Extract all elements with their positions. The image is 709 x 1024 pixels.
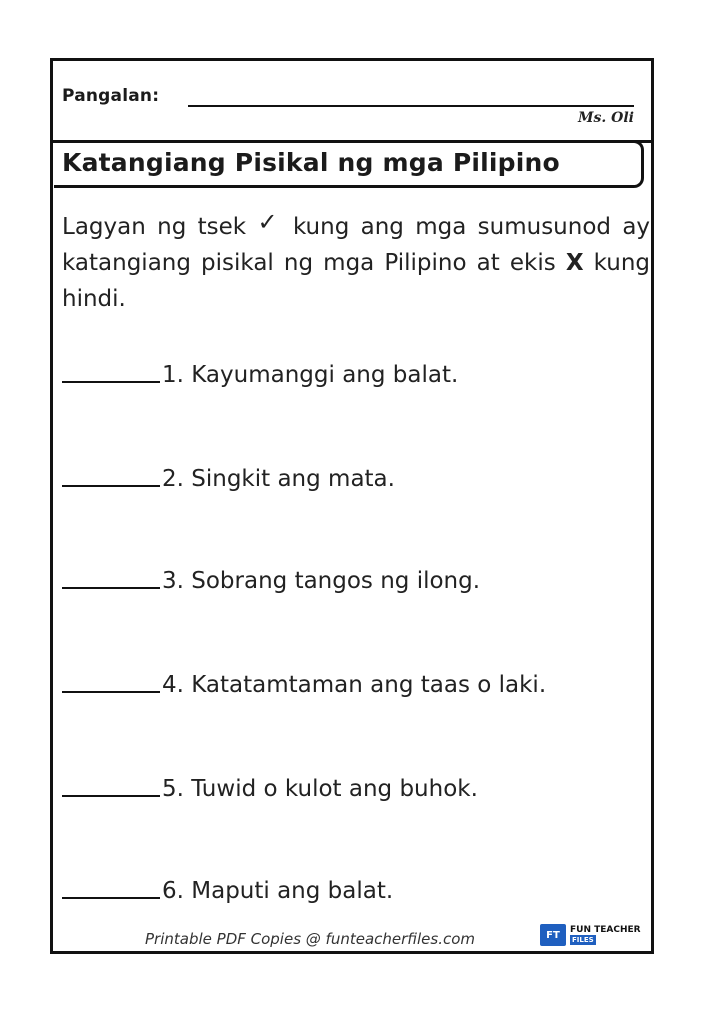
logo-line1: FUN TEACHER (570, 925, 641, 935)
worksheet-border (50, 58, 654, 954)
list-item (62, 466, 395, 492)
answer-blank[interactable] (62, 587, 160, 589)
name-label: Pangalan: (62, 86, 160, 106)
item-text: 3. Sobrang tangos ng ilong. (162, 568, 481, 594)
item-text: 6. Maputi ang balat. (162, 878, 394, 904)
name-row (62, 86, 159, 106)
item-text: 5. Tuwid o kulot ang buhok. (162, 776, 478, 802)
name-line (188, 105, 634, 107)
answer-blank[interactable] (62, 381, 160, 383)
answer-blank[interactable] (62, 897, 160, 899)
page-title: Katangiang Pisikal ng mga Pilipino (62, 148, 560, 177)
fun-teacher-files-logo (540, 924, 641, 946)
instructions-part2: kung ang mga sumusunod ay katangiang pisikal ng mga Pilipino at ekis (62, 214, 651, 276)
instructions-part3: kung hindi. (62, 250, 651, 312)
check-mark-icon: ✓ (257, 208, 282, 236)
answer-blank[interactable] (62, 485, 160, 487)
footer-text: Printable PDF Copies @ funteacherfiles.com (145, 930, 476, 948)
list-item (62, 362, 458, 388)
answer-blank[interactable] (62, 795, 160, 797)
item-text: 2. Singkit ang mata. (162, 466, 395, 492)
teacher-signature: Ms. Oli (578, 110, 634, 126)
instructions (62, 208, 650, 317)
list-item (62, 878, 393, 904)
list-item (62, 776, 478, 802)
logo-line2: FILES (572, 936, 594, 944)
instructions-part1: Lagyan ng tsek (62, 214, 247, 240)
item-text: 4. Katatamtaman ang taas o laki. (162, 672, 547, 698)
x-mark-icon: X (565, 250, 584, 276)
item-text: 1. Kayumanggi ang balat. (162, 362, 459, 388)
answer-blank[interactable] (62, 691, 160, 693)
list-item (62, 568, 480, 594)
logo-text (570, 925, 641, 945)
logo-mark-icon: FT (540, 924, 566, 946)
list-item (62, 672, 546, 698)
